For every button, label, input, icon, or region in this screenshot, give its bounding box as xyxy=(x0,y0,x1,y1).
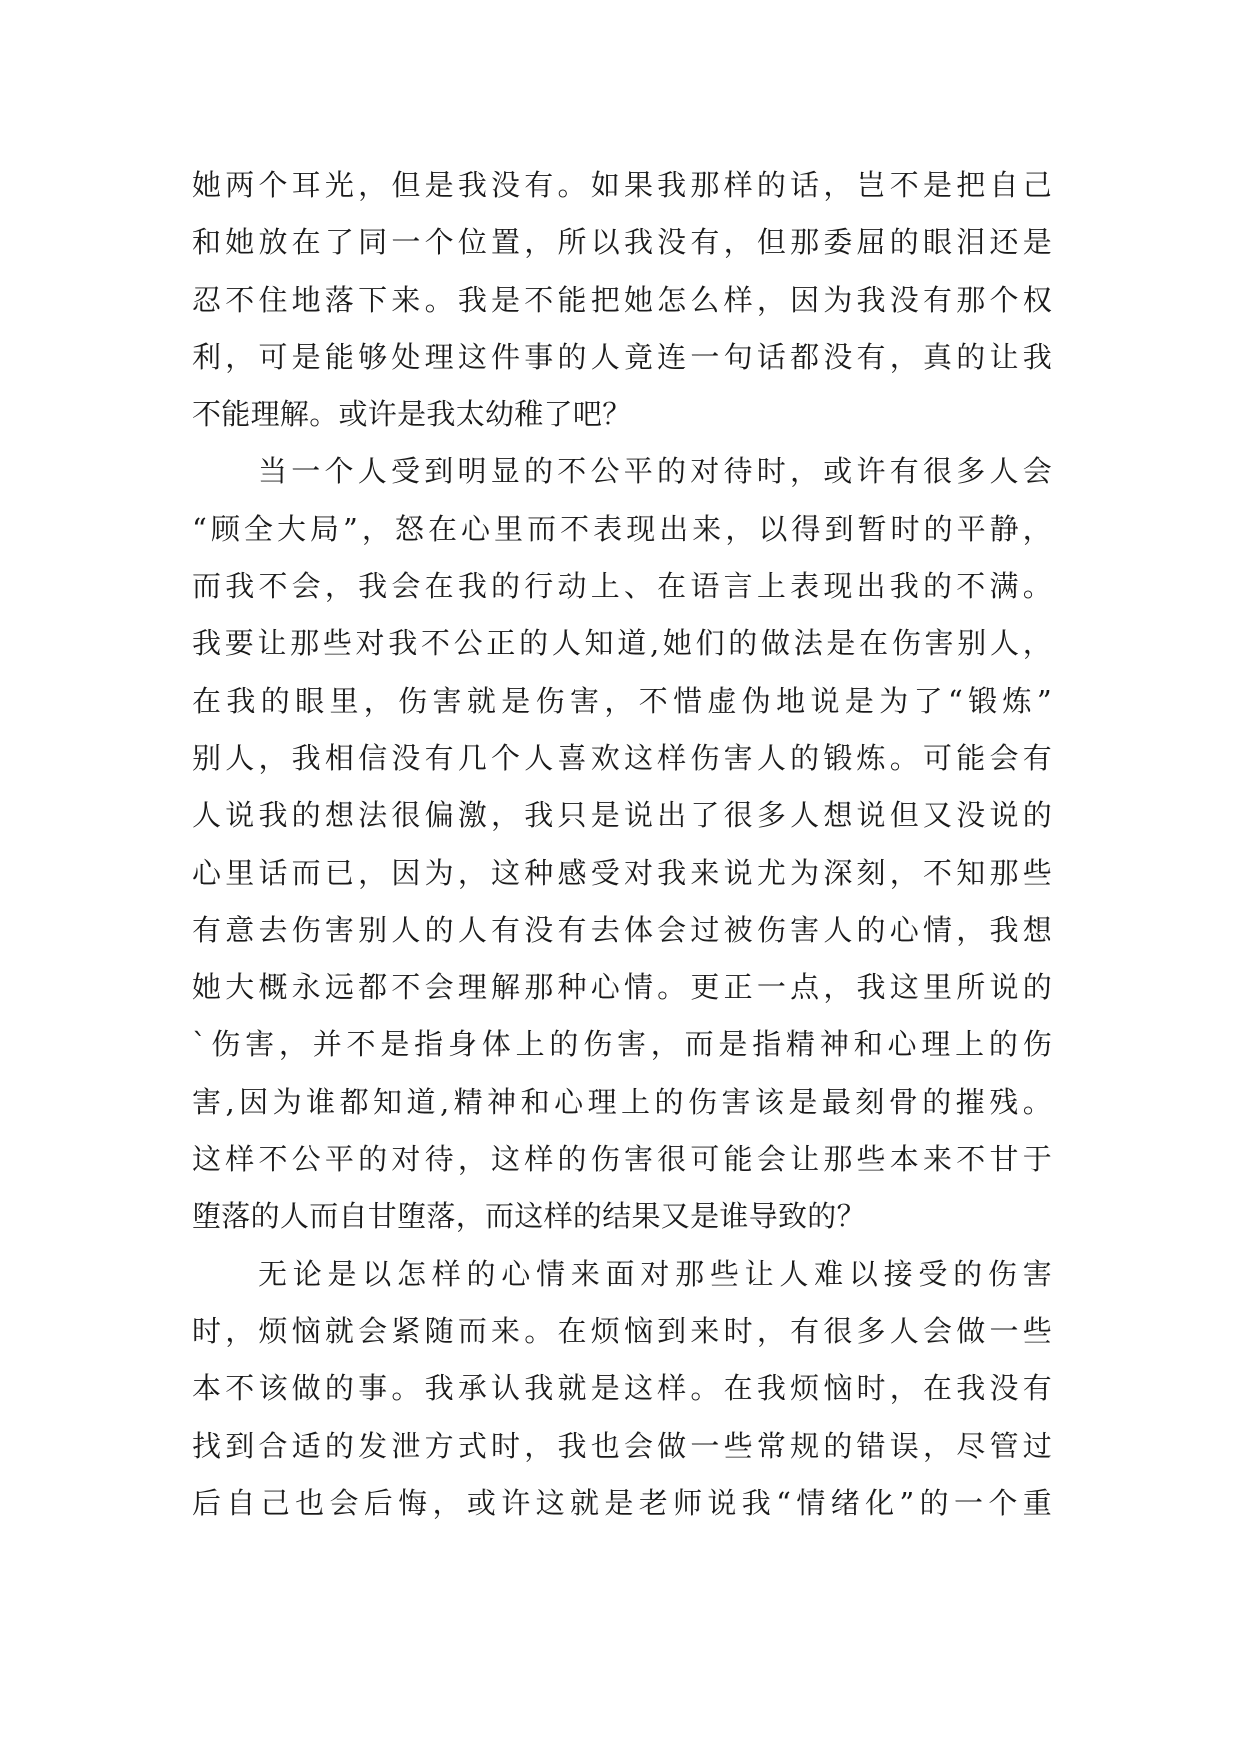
text-line: 有意去伤害别人的人有没有去体会过被伤害人的心情，我想 xyxy=(192,912,1052,947)
text-line: 她大概永远都不会理解那种心情。更正一点，我这里所说的 xyxy=(192,970,1052,1005)
text-line: “顾全大局”，怒在心里而不表现出来，以得到暂时的平静， xyxy=(192,511,1052,546)
text-line: 我要让那些对我不公正的人知道,她们的做法是在伤害别人， xyxy=(192,626,1052,661)
paragraph-1 xyxy=(192,157,1052,443)
text-line: 和她放在了同一个位置，所以我没有，但那委屈的眼泪还是 xyxy=(192,225,1052,260)
body-text xyxy=(192,157,1052,1532)
text-line: 本不该做的事。我承认我就是这样。在我烦恼时，在我没有 xyxy=(192,1371,1052,1406)
paragraph-2 xyxy=(192,443,1052,1245)
text-line: 忍不住地落下来。我是不能把她怎么样，因为我没有那个权 xyxy=(192,282,1052,317)
text-line: 害,因为谁都知道,精神和心理上的伤害该是最刻骨的摧残。 xyxy=(192,1084,1052,1119)
text-line: 当一个人受到明显的不公平的对待时，或许有很多人会 xyxy=(258,454,1052,489)
text-line: 人说我的想法很偏激，我只是说出了很多人想说但又没说的 xyxy=(192,798,1052,833)
text-line: 心里话而已，因为，这种感受对我来说尤为深刻，不知那些 xyxy=(192,855,1052,890)
text-line: 堕落的人而自甘堕落，而这样的结果又是谁导致的？ xyxy=(192,1199,866,1234)
text-line: 在我的眼里，伤害就是伤害，不惜虚伪地说是为了“锻炼” xyxy=(192,683,1052,718)
text-line: 无论是以怎样的心情来面对那些让人难以接受的伤害 xyxy=(258,1256,1052,1291)
text-line: 别人，我相信没有几个人喜欢这样伤害人的锻炼。可能会有 xyxy=(192,740,1052,775)
text-line: 不能理解。或许是我太幼稚了吧？ xyxy=(192,397,632,432)
text-line: 后自己也会后悔，或许这就是老师说我“情绪化”的一个重 xyxy=(192,1485,1052,1520)
text-line: 这样不公平的对待，这样的伤害很可能会让那些本来不甘于 xyxy=(192,1142,1052,1177)
text-line: `伤害，并不是指身体上的伤害，而是指精神和心理上的伤 xyxy=(192,1027,1052,1062)
paragraph-3 xyxy=(192,1246,1052,1532)
text-line: 利，可是能够处理这件事的人竟连一句话都没有，真的让我 xyxy=(192,339,1052,374)
text-line: 找到合适的发泄方式时，我也会做一些常规的错误，尽管过 xyxy=(192,1428,1052,1463)
text-line: 时，烦恼就会紧随而来。在烦恼到来时，有很多人会做一些 xyxy=(192,1313,1052,1348)
text-line: 她两个耳光，但是我没有。如果我那样的话，岂不是把自己 xyxy=(192,168,1052,202)
text-line: 而我不会，我会在我的行动上、在语言上表现出我的不满。 xyxy=(192,569,1052,604)
